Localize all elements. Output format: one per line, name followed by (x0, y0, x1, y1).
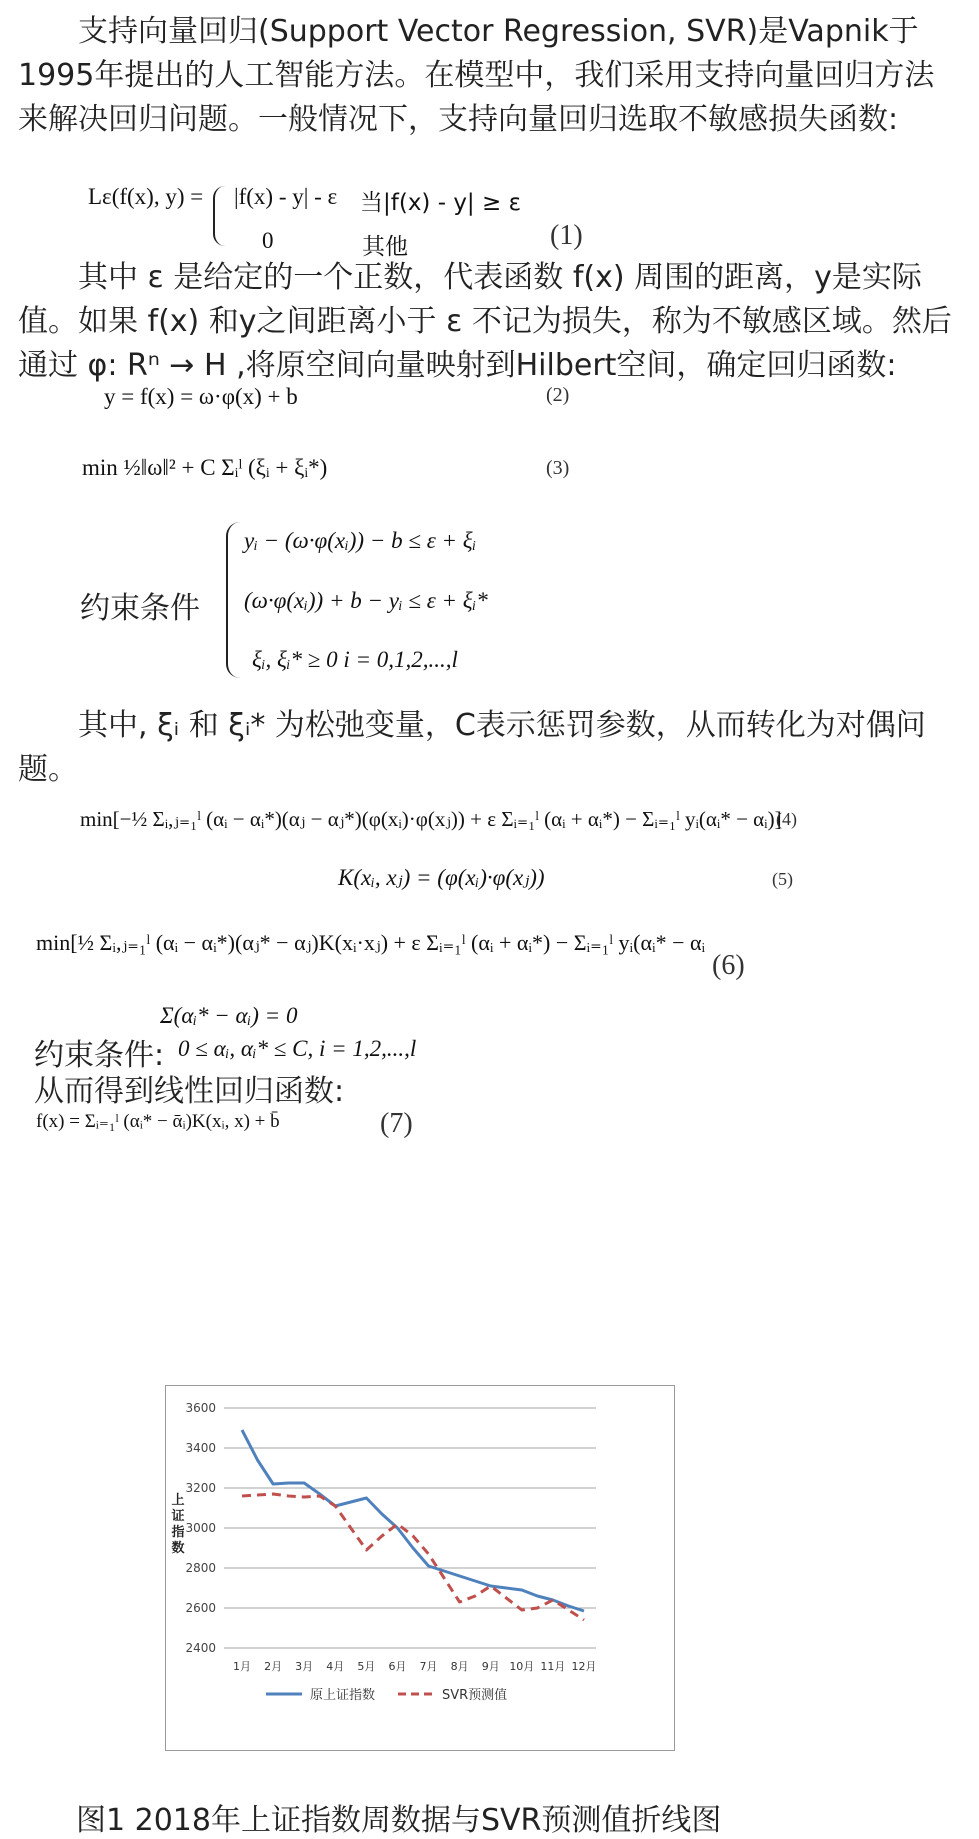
series-line-original (242, 1430, 584, 1611)
constraint-label-2: 约束条件: (34, 1038, 165, 1073)
x-tick-label: 2月 (264, 1660, 283, 1673)
y-axis-label-char: 数 (171, 1541, 185, 1556)
legend-label: SVR预测值 (442, 1688, 508, 1703)
eq4: min[−½ Σᵢ,ⱼ₌₁ˡ (αᵢ − αᵢ*)(αⱼ − αⱼ*)(φ(xᵢ)·φ(xⱼ)) + ε Σᵢ₌₁ˡ (αᵢ + αᵢ*) − Σᵢ₌₁ˡ yᵢ(αᵢ* − αᵢ)] (80, 807, 782, 831)
eq6: min[½ Σᵢ,ⱼ₌₁ˡ (αᵢ − αᵢ*)(αⱼ* − αⱼ)K(xᵢ·xⱼ) + ε Σᵢ₌₁ˡ (αᵢ + αᵢ*) − Σᵢ₌₁ˡ yᵢ(αᵢ* − αᵢ (36, 930, 706, 955)
eq7: f(x) = Σᵢ₌₁ˡ (αᵢ* − ᾱᵢ)K(xᵢ, x) + b̄ (36, 1111, 280, 1132)
eq6-number: (6) (712, 950, 745, 981)
eq1-brace (213, 186, 225, 246)
y-axis-label-char: 证 (171, 1509, 185, 1524)
line-chart (166, 1386, 674, 1750)
slack-paragraph: 其中, ξᵢ 和 ξᵢ* 为松弛变量，C表示惩罚参数，从而转化为对偶问题。 (18, 708, 926, 787)
constraint-1: yᵢ − (ω·φ(xᵢ)) − b ≤ ε + ξᵢ (244, 528, 477, 553)
x-tick-label: 9月 (481, 1660, 500, 1673)
y-axis-label-char: 上 (171, 1493, 185, 1508)
x-tick-label: 6月 (388, 1660, 407, 1673)
series-line-svr (242, 1494, 584, 1620)
eq1-case2: 0 (262, 228, 274, 253)
x-tick-label: 8月 (450, 1660, 469, 1673)
y-tick-label: 3400 (185, 1441, 216, 1455)
eq5-number: (5) (772, 869, 793, 889)
y-tick-label: 2600 (185, 1601, 216, 1615)
eq1-case1-condition: 当|f(x) - y| ≥ ε (360, 190, 522, 216)
x-tick-label: 11月 (540, 1660, 566, 1673)
y-tick-label: 2800 (185, 1561, 216, 1575)
constraint-5: 0 ≤ αᵢ, αᵢ* ≤ C, i = 1,2,...,l (178, 1036, 417, 1061)
constraint-label: 约束条件 (80, 591, 200, 626)
constraint-brace (226, 522, 242, 678)
eq1-lhs: Lε(f(x), y) = (88, 184, 204, 209)
y-tick-label: 2400 (185, 1641, 216, 1655)
linear-function-text: 从而得到线性回归函数: (34, 1074, 345, 1109)
figure-caption: 图1 2018年上证指数周数据与SVR预测值折线图 (76, 1803, 722, 1838)
eq1-case1: |f(x) - y| - ε (234, 184, 338, 209)
eq4-number: (4) (776, 809, 797, 829)
x-tick-label: 7月 (419, 1660, 438, 1673)
x-tick-label: 5月 (357, 1660, 376, 1673)
y-tick-label: 3600 (185, 1401, 216, 1415)
y-axis-label-char: 指 (171, 1525, 185, 1540)
eq1-number: (1) (550, 220, 583, 251)
constraint-3: ξᵢ, ξᵢ* ≥ 0 i = 0,1,2,...,l (252, 647, 458, 672)
y-tick-label: 3200 (185, 1481, 216, 1495)
eq2-number: (2) (546, 384, 570, 406)
x-tick-label: 3月 (295, 1660, 314, 1673)
y-tick-label: 3000 (185, 1521, 216, 1535)
eq1-case2-condition: 其他 (362, 234, 408, 260)
constraint-4: Σ(αᵢ* − αᵢ) = 0 (160, 1003, 298, 1028)
figure-chart (165, 1385, 675, 1751)
x-tick-label: 1月 (233, 1660, 251, 1673)
eq2: y = f(x) = ω·φ(x) + b (104, 384, 298, 409)
eq7-number: (7) (380, 1108, 413, 1139)
eq5: K(xᵢ, xⱼ) = (φ(xᵢ)·φ(xⱼ)) (338, 865, 545, 890)
epsilon-paragraph: 其中 ε 是给定的一个正数，代表函数 f(x) 周围的距离，y是实际值。如果 f(x) 和y之间距离小于 ε 不记为损失，称为不敏感区域。然后通过 φ: Rⁿ → H ,将原空间向量映射到Hilbert空间，确定回归函数: (18, 260, 952, 383)
eq3: min ½‖ω‖² + C Σᵢˡ (ξᵢ + ξᵢ*) (82, 455, 328, 480)
constraint-2: (ω·φ(xᵢ)) + b − yᵢ ≤ ε + ξᵢ* (244, 588, 488, 613)
x-tick-label: 10月 (509, 1660, 535, 1673)
eq3-number: (3) (546, 457, 570, 479)
intro-paragraph: 支持向量回归(Support Vector Regression, SVR)是Vapnik于1995年提出的人工智能方法。在模型中，我们采用支持向量回归方法来解决回归问题。一般情况下，支持向量回归选取不敏感损失函数: (18, 14, 935, 137)
x-tick-label: 4月 (326, 1660, 345, 1673)
x-tick-label: 12月 (571, 1660, 597, 1673)
legend-label: 原上证指数 (310, 1688, 376, 1703)
